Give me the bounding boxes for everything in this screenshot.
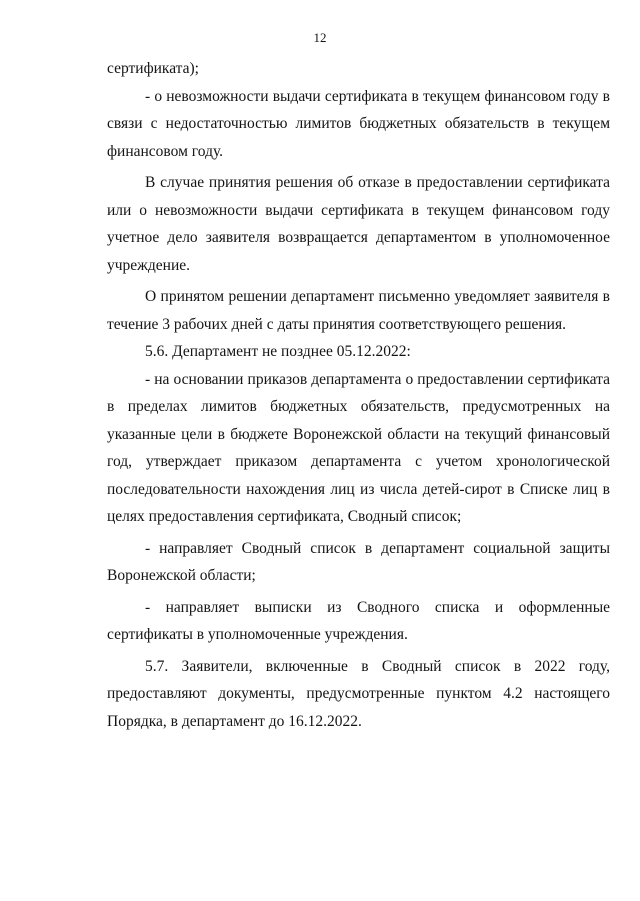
document-body — [107, 55, 610, 735]
paragraph-continuation: сертификата); — [107, 60, 199, 77]
list-item-sends-extracts: - направляет выписки из Сводного списка и оформленные сертификаты в уполномоченные учреждения. — [107, 598, 610, 643]
paragraph-refusal-case: В случае принятия решения об отказе в предоставлении сертификата или о невозможности выдачи сертификата в текущем финансовом году учетное дело заявителя возвращается департаментом в уполномоченное учреждение. — [107, 174, 610, 274]
paragraph-notification: О принятом решении департамент письменно уведомляет заявителя в течение 3 рабочих дней с даты принятия соответствующего решения. — [107, 288, 610, 333]
list-item-approves-summary-list: - на основании приказов департамента о предоставлении сертификата в пределах лимитов бюджетных обязательств, предусмотренных на указанные цели в бюджете Воронежской области на текущий финансовый год, утверждает приказом департамента с учетом хронологической последовательности нахождения лиц из числа детей-сирот в Списке лиц в целях предоставления сертификата, Сводный список; — [107, 370, 610, 525]
list-item-impossibility: - о невозможности выдачи сертификата в текущем финансовом году в связи с недостаточностью лимитов бюджетных обязательств в текущем финансовом году. — [107, 87, 610, 160]
list-item-sends-summary-list: - направляет Сводный список в департамент социальной защиты Воронежской области; — [107, 539, 610, 584]
clause-5-7: 5.7. Заявители, включенные в Сводный список в 2022 году, предоставляют документы, предусмотренные пунктом 4.2 настоящего Порядка, в департамент до 16.12.2022. — [107, 657, 610, 730]
clause-5-6-heading: 5.6. Департамент не позднее 05.12.2022: — [145, 343, 411, 360]
page-number: 12 — [313, 30, 327, 45]
